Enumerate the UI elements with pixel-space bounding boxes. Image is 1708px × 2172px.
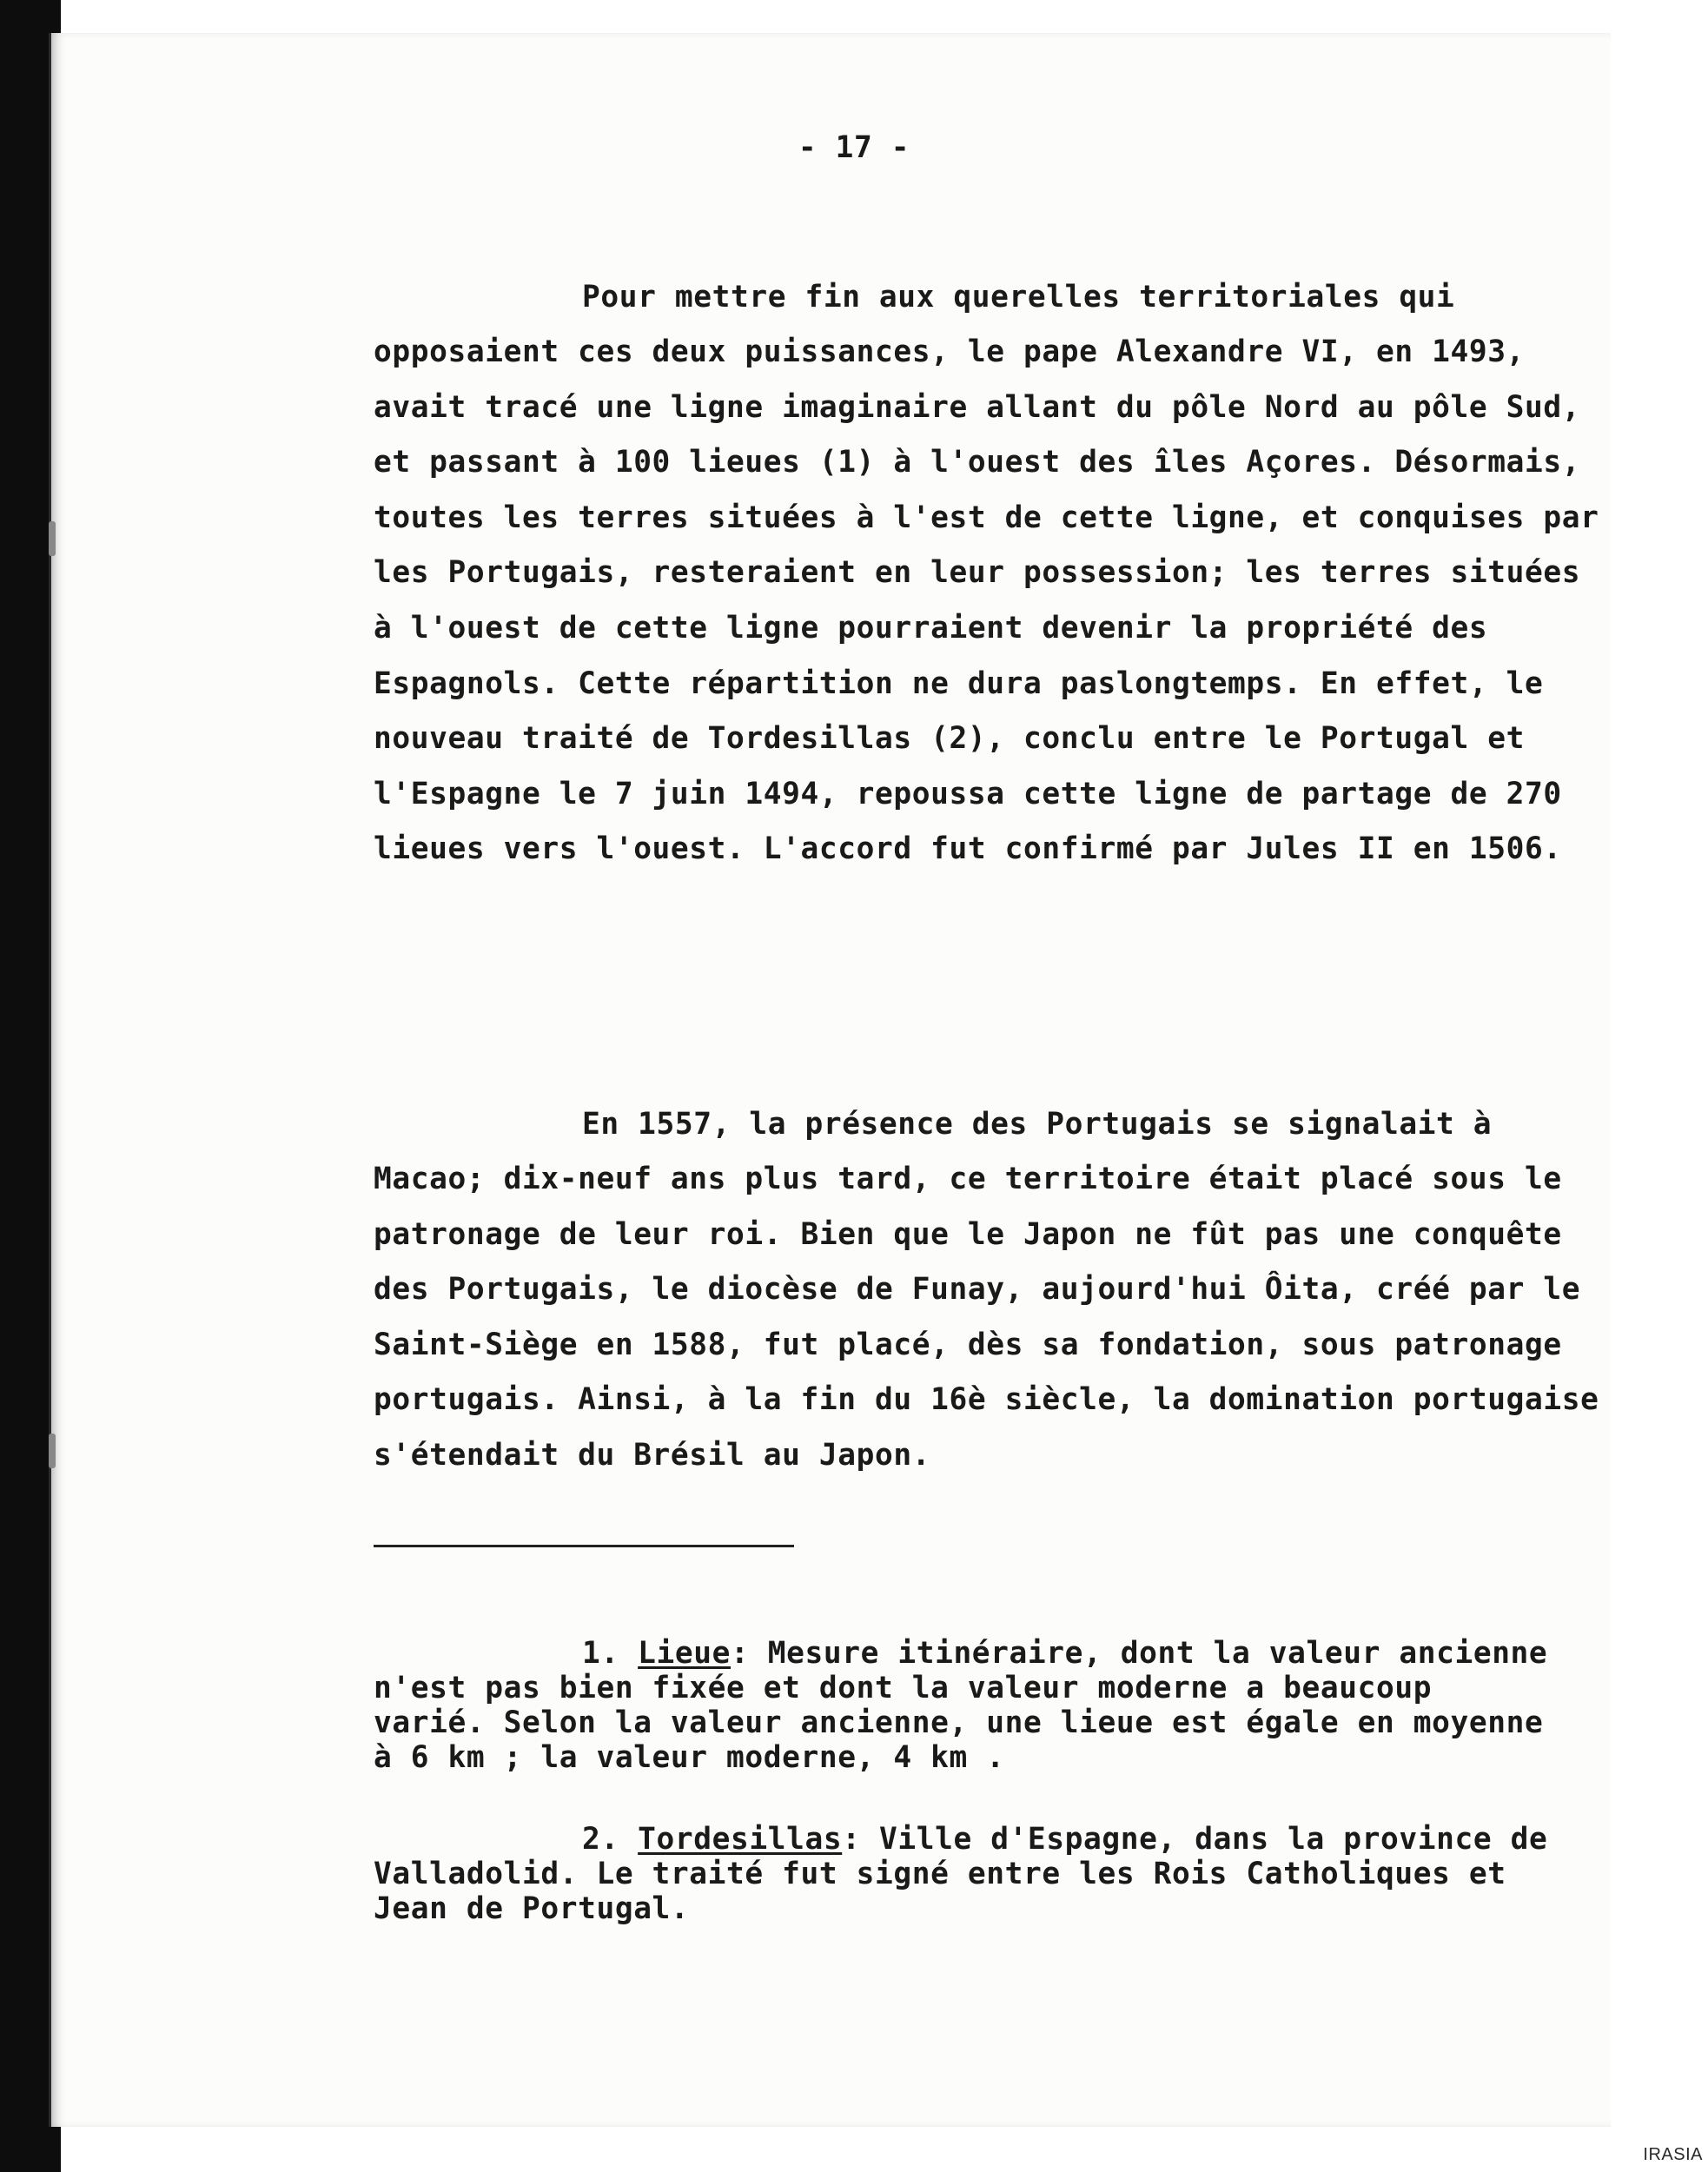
watermark: IRASIA (1643, 2145, 1703, 2164)
footnote-1 (374, 1636, 1555, 1775)
body-paragraph-2: En 1557, la présence des Portugais se signalait à Macao; dix-neuf ans plus tard, ce territoire était placé sous le patronage de leur roi. Bien que le Japon ne fût pas une conquête des Portugais, le diocèse de Funay, aujourd'hui Ôita, créé par le Saint-Siège en 1588, fut placé, dès sa fondation, sous patronage portugais. Ainsi, à la fin du 16è siècle, la domination portugaise s'étendait du Brésil au Japon. (374, 1106, 1599, 1473)
page-number: - 17 - (798, 130, 910, 165)
binding-staple (49, 1434, 56, 1468)
footnote-separator-colon: : (842, 1821, 861, 1857)
footnote-separator-colon: : (730, 1635, 750, 1671)
binding-staple (49, 521, 56, 556)
footnote-separator (374, 1545, 794, 1547)
footnote-text: Ville d'Espagne, dans la province de Valladolid. Le traité fut signé entre les Rois Catholiques et Jean de Portugal. (374, 1821, 1548, 1926)
footnote-marker: 2. (582, 1821, 619, 1857)
footnote-term: Tordesillas (638, 1821, 843, 1857)
footnote-term: Lieue (638, 1635, 731, 1671)
footnote-2 (374, 1822, 1555, 1926)
footnote-marker: 1. (582, 1635, 619, 1671)
body-paragraph-1: Pour mettre fin aux querelles territoriales qui opposaient ces deux puissances, le pape Alexandre VI, en 1493, avait tracé une ligne imaginaire allant du pôle Nord au pôle Sud, et passant à 100 lieues (1) à l'ouest des îles Açores. Désormais, toutes les terres situées à l'est de cette ligne, et conquises par les Portugais, resteraient en leur possession; les terres situées à l'ouest de cette ligne pourraient devenir la propriété des Espagnols. Cette répartition ne dura paslongtemps. En effet, le nouveau traité de Tordesillas (2), conclu entre le Portugal et l'Espagne le 7 juin 1494, repoussa cette ligne de partage de 270 lieues vers l'ouest. L'accord fut confirmé par Jules II en 1506. (374, 279, 1599, 867)
footnote-text: Mesure itinéraire, dont la valeur ancienne n'est pas bien fixée et dont la valeur moderne a beaucoup varié. Selon la valeur ancienne, une lieue est égale en moyenne à 6 km ; la valeur moderne, 4 km . (374, 1635, 1548, 1775)
